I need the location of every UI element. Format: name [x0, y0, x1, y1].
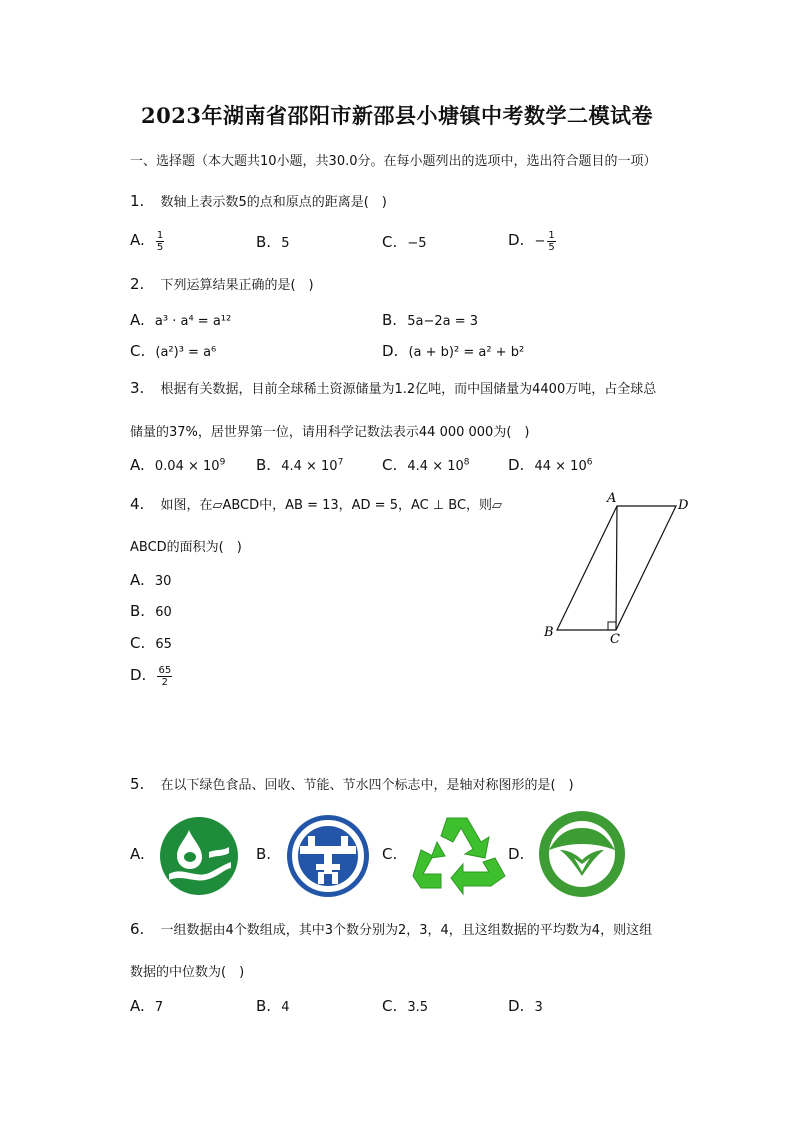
question-3 — [130, 378, 656, 397]
exponent: 8 — [463, 457, 470, 468]
option-c[interactable] — [382, 845, 403, 863]
exponent: 6 — [586, 457, 593, 468]
option-label: B. — [256, 456, 272, 474]
question-text: 数轴上表示数5的点和原点的距离是( ) — [160, 195, 387, 210]
option-label: B. — [256, 997, 272, 1015]
option-label: C. — [382, 456, 398, 474]
option-d[interactable] — [508, 845, 530, 863]
question-text: 在以下绿色食品、回收、节能、节水四个标志中，是轴对称图形的是( ) — [160, 778, 574, 793]
exponent: 9 — [219, 457, 226, 468]
option-b[interactable] — [256, 845, 277, 863]
option-d[interactable] — [508, 997, 543, 1015]
denominator: 2 — [161, 677, 169, 688]
option-text: 3.5 — [407, 1000, 429, 1015]
question-3-line-2: 储量的37%，居世界第一位，请用科学记数法表示44 000 000为( ) — [130, 425, 530, 440]
option-b[interactable] — [256, 233, 289, 251]
option-text: a³ · a⁴ = a¹² — [154, 314, 232, 329]
option-b[interactable] — [382, 311, 478, 329]
question-5 — [130, 774, 574, 793]
minus-sign: − — [534, 234, 546, 249]
option-label: D. — [508, 231, 525, 249]
question-number: 3. — [130, 379, 145, 397]
option-label: C. — [382, 233, 398, 251]
denominator: 5 — [548, 242, 555, 253]
fraction — [156, 230, 164, 253]
option-c[interactable] — [130, 342, 216, 360]
diagonal-ac — [616, 506, 617, 630]
option-a[interactable] — [130, 571, 171, 589]
option-text: (a²)³ = a⁶ — [155, 345, 217, 360]
question-number: 5. — [130, 775, 145, 793]
fraction — [547, 230, 555, 253]
question-2 — [130, 274, 314, 293]
question-text-line-1: 如图，在▱ABCD中，AB = 13，AD = 5，AC ⊥ BC，则▱ — [160, 498, 503, 513]
option-d[interactable] — [382, 342, 524, 360]
option-text: 5 — [281, 236, 290, 251]
option-label: A. — [130, 231, 145, 249]
option-text: 4 — [281, 1000, 290, 1015]
option-label: A. — [130, 845, 145, 863]
option-text: −5 — [407, 236, 427, 251]
option-text: 30 — [154, 574, 172, 589]
exponent: 7 — [337, 457, 344, 468]
option-b[interactable] — [130, 602, 172, 620]
option-label: C. — [382, 997, 398, 1015]
option-text: 60 — [155, 605, 172, 620]
option-d[interactable] — [508, 456, 592, 474]
question-number: 6. — [130, 920, 145, 938]
option-base: 44 × 10 — [534, 459, 587, 474]
option-c[interactable] — [382, 233, 427, 251]
energy-saving-logo-icon[interactable] — [286, 814, 370, 898]
question-number: 1. — [130, 192, 145, 210]
fraction — [157, 665, 172, 688]
green-food-logo-icon[interactable] — [159, 816, 239, 896]
option-a[interactable] — [130, 997, 163, 1015]
numerator: 65 — [158, 665, 172, 676]
question-text-line-1: 一组数据由4个数组成，其中3个数分别为2，3，4，且这组数据的平均数为4，则这组 — [160, 923, 653, 938]
question-text: 下列运算结果正确的是( ) — [160, 278, 314, 293]
question-number: 4. — [130, 495, 145, 513]
question-1 — [130, 191, 387, 210]
option-text: (a + b)² = a² + b² — [408, 345, 525, 360]
option-a[interactable] — [130, 456, 225, 474]
vertex-label-b: B — [544, 625, 554, 640]
option-text: 5a−2a = 3 — [407, 314, 478, 329]
option-label: A. — [130, 997, 145, 1015]
option-label: A. — [130, 456, 145, 474]
option-label: D. — [508, 456, 525, 474]
denominator: 5 — [156, 242, 164, 253]
option-c[interactable] — [382, 456, 470, 474]
option-b[interactable] — [256, 997, 289, 1015]
section-heading: 一、选择题（本大题共10小题，共30.0分。在每小题列出的选项中，选出符合题目的一项） — [130, 154, 657, 169]
option-text: 7 — [154, 1000, 164, 1015]
option-label: B. — [256, 845, 272, 863]
option-label: D. — [508, 997, 525, 1015]
option-label: A. — [130, 571, 145, 589]
option-label: D. — [382, 342, 399, 360]
option-d[interactable] — [130, 665, 172, 688]
vertex-label-d: D — [678, 498, 689, 513]
option-text: 65 — [155, 637, 172, 652]
option-label: D. — [508, 845, 525, 863]
option-label: B. — [256, 233, 272, 251]
option-c[interactable] — [382, 997, 428, 1015]
recycle-logo-icon[interactable] — [411, 812, 507, 896]
water-saving-logo-icon[interactable] — [538, 810, 626, 898]
option-a[interactable] — [130, 311, 231, 329]
numerator: 1 — [548, 230, 555, 241]
option-label: B. — [130, 602, 146, 620]
option-label: C. — [382, 845, 398, 863]
option-base: 4.4 × 10 — [407, 459, 464, 474]
vertex-label-a: A — [607, 491, 617, 506]
option-label: D. — [130, 666, 147, 684]
option-d[interactable] — [508, 230, 556, 253]
question-6 — [130, 919, 652, 938]
exam-title: 2023年湖南省邵阳市新邵县小塘镇中考数学二模试卷 — [141, 103, 653, 128]
option-label: B. — [382, 311, 398, 329]
option-a[interactable] — [130, 845, 151, 863]
question-number: 2. — [130, 275, 145, 293]
option-c[interactable] — [130, 634, 172, 652]
option-label: A. — [130, 311, 145, 329]
question-text-line-1: 根据有关数据，目前全球稀土资源储量为1.2亿吨，而中国储量为4400万吨，占全球总 — [160, 382, 657, 397]
option-label: C. — [130, 342, 146, 360]
question-4 — [130, 494, 502, 513]
parallelogram-figure — [536, 486, 706, 651]
option-base: 4.4 × 10 — [281, 459, 338, 474]
right-angle-mark — [608, 622, 616, 630]
option-text: 3 — [534, 1000, 543, 1015]
option-base: 0.04 × 10 — [154, 459, 220, 474]
option-label: C. — [130, 634, 146, 652]
option-b[interactable] — [256, 456, 343, 474]
option-a[interactable] — [130, 230, 164, 253]
question-6-line-2: 数据的中位数为( ) — [130, 965, 245, 980]
question-4-line-2: ABCD的面积为( ) — [130, 540, 242, 555]
numerator: 1 — [156, 230, 164, 241]
vertex-label-c: C — [610, 632, 620, 647]
